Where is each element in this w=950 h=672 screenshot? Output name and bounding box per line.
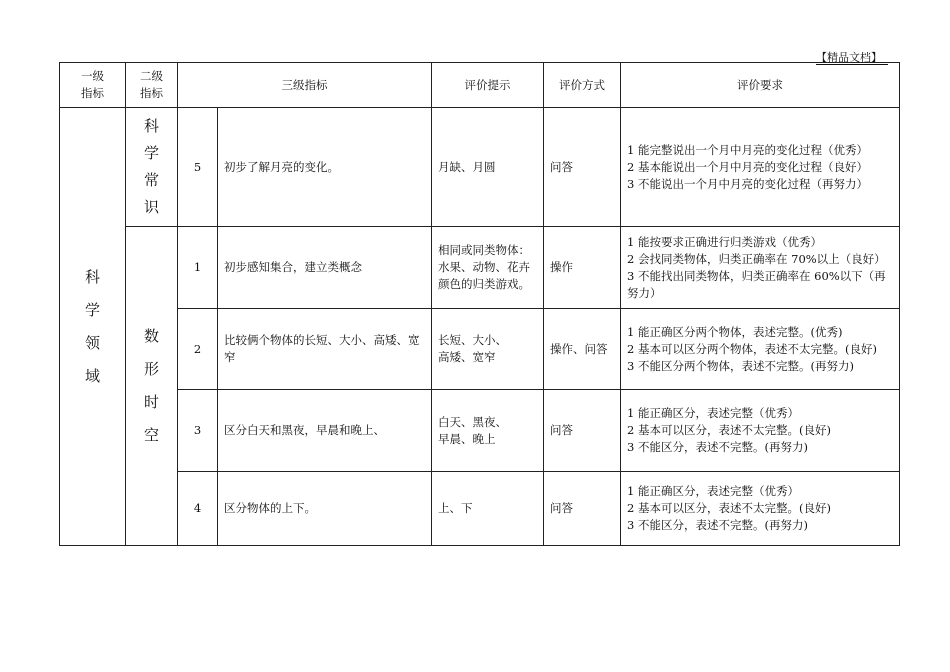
requirement-line: 2 基本能说出一个月中月亮的变化过程（良好）	[627, 159, 868, 174]
requirement-line: 1 能正确区分两个物体，表述完整。(优秀)	[627, 324, 843, 339]
subdomain-char: 常	[143, 171, 159, 189]
hint-line: 水果、动物、花卉	[438, 260, 530, 274]
requirement-line: 3 不能区分两个物体，表述不完整。(再努力)	[627, 358, 854, 373]
header-requirement: 评价要求	[621, 63, 900, 108]
hint-line: 上、下	[438, 501, 473, 515]
row-number: 2	[178, 309, 218, 390]
indicator-text: 比较俩个物体的长短、大小、高矮、宽窄	[218, 309, 432, 390]
requirement-line: 1 能完整说出一个月中月亮的变化过程（优秀）	[627, 142, 868, 157]
hint-line: 月缺、月圆	[438, 159, 496, 174]
header-method: 评价方式	[544, 63, 621, 108]
indicator-text: 区分物体的上下。	[218, 472, 432, 546]
method-text: 操作、问答	[544, 309, 621, 390]
table-row	[60, 309, 900, 390]
indicator-text: 初步感知集合，建立类概念	[218, 227, 432, 309]
requirement-text	[621, 472, 900, 546]
requirement-line: 3 不能找出同类物体，归类正确率在 60%以下（再	[627, 268, 886, 283]
subdomain-char: 识	[143, 198, 159, 216]
requirement-text	[621, 390, 900, 472]
hint-text	[432, 390, 544, 472]
watermark-label: 【精品文档】	[816, 51, 888, 65]
table-row	[60, 390, 900, 472]
header-hint: 评价提示	[432, 63, 544, 108]
indicator-text: 初步了解月亮的变化。	[218, 108, 432, 227]
domain-char: 领	[84, 333, 100, 352]
subdomain-char: 形	[143, 360, 159, 378]
requirement-line: 2 基本可以区分，表述不太完整。(良好)	[627, 423, 831, 437]
requirement-text	[621, 227, 900, 309]
table-row	[60, 472, 900, 546]
header-level1-line1: 一级	[81, 69, 104, 83]
hint-line: 高矮、宽窄	[438, 350, 496, 364]
subdomain-math-cell	[126, 227, 178, 546]
requirement-line: 1 能正确区分，表述完整（优秀）	[627, 484, 799, 498]
row-number: 5	[178, 108, 218, 227]
subdomain-char: 数	[143, 327, 159, 345]
header-level2-line2: 指标	[140, 86, 163, 100]
hint-text	[432, 472, 544, 546]
requirement-line: 努力）	[627, 285, 662, 300]
requirement-text	[621, 108, 900, 227]
domain-cell	[60, 108, 126, 546]
method-text: 问答	[544, 390, 621, 472]
header-row	[60, 63, 900, 108]
method-text: 操作	[544, 227, 621, 309]
table-row	[60, 227, 900, 309]
requirement-line: 3 不能说出一个月中月亮的变化过程（再努力）	[627, 176, 868, 191]
subdomain-char: 科	[143, 117, 159, 135]
domain-label	[66, 267, 119, 385]
subdomain-science-cell	[126, 108, 178, 227]
subdomain-char: 时	[143, 393, 159, 411]
domain-char: 域	[84, 366, 100, 385]
row-number: 3	[178, 390, 218, 472]
domain-char: 学	[84, 300, 100, 319]
requirement-line: 2 基本可以区分，表述不太完整。(良好)	[627, 501, 831, 515]
header-level2-line1: 二级	[140, 69, 163, 83]
requirement-line: 2 基本可以区分两个物体，表述不太完整。(良好)	[627, 341, 877, 356]
subdomain-science-label	[132, 119, 171, 215]
hint-line: 早晨、晚上	[438, 431, 496, 446]
subdomain-char: 学	[143, 144, 159, 162]
subdomain-math-label	[132, 329, 171, 443]
requirement-line: 2 会找同类物体，归类正确率在 70%以上（良好）	[627, 251, 886, 266]
domain-char: 科	[84, 267, 100, 286]
requirement-line: 1 能正确区分，表述完整（优秀）	[627, 406, 799, 420]
requirement-text	[621, 309, 900, 390]
requirement-line: 3 不能区分，表述不完整。(再努力)	[627, 518, 808, 532]
hint-line: 颜色的归类游戏。	[438, 277, 530, 291]
method-text: 问答	[544, 108, 621, 227]
subdomain-char: 空	[143, 426, 159, 444]
evaluation-table	[59, 62, 900, 546]
header-level3: 三级指标	[178, 63, 432, 108]
method-text: 问答	[544, 472, 621, 546]
hint-line: 白天、黑夜、	[438, 414, 507, 429]
row-number: 4	[178, 472, 218, 546]
hint-line: 长短、大小、	[438, 333, 507, 347]
header-level1	[60, 63, 126, 108]
indicator-text: 区分白天和黑夜，早晨和晚上、	[218, 390, 432, 472]
hint-text	[432, 227, 544, 309]
table-row	[60, 108, 900, 227]
hint-line: 相同或同类物体：	[438, 243, 530, 257]
hint-text	[432, 108, 544, 227]
header-level2	[126, 63, 178, 108]
requirement-line: 1 能按要求正确进行归类游戏（优秀）	[627, 234, 822, 249]
row-number: 1	[178, 227, 218, 309]
hint-text	[432, 309, 544, 390]
requirement-line: 3 不能区分，表述不完整。(再努力)	[627, 440, 808, 454]
header-level1-line2: 指标	[81, 86, 104, 100]
